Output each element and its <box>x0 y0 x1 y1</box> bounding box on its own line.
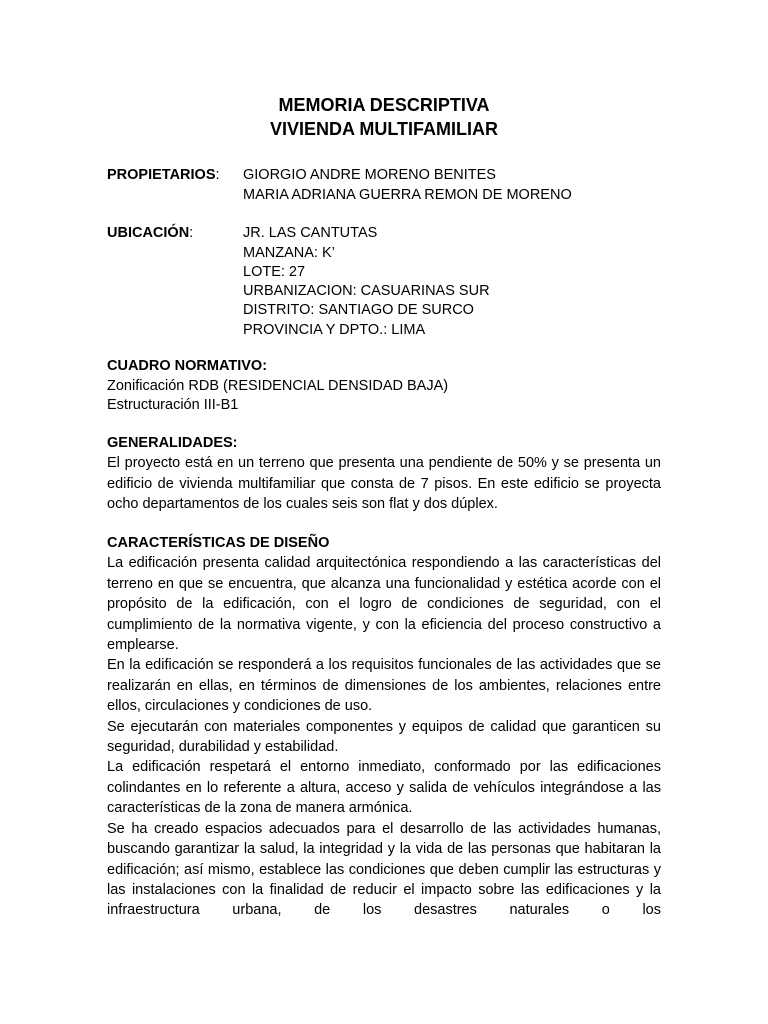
ubicacion-line: DISTRITO: SANTIAGO DE SURCO <box>243 302 474 318</box>
propietario-name: GIORGIO ANDRE MORENO BENITES <box>243 167 496 183</box>
caracteristicas-paragraph: La edificación presenta calidad arquitectónica respondiendo a las características del terreno en que se encuentra, que alcanza una funcionalidad y estética acorde con el propósito de la edificación, con el logro de condiciones de seguridad, con el cumplimiento de la normativa vigente, y con la eficiencia del proceso constructivo a emplearse. <box>107 555 661 654</box>
ubicacion-line: PROVINCIA Y DPTO.: LIMA <box>243 321 426 338</box>
caracteristicas-paragraph: En la edificación se responderá a los requisitos funcionales de las actividades que se realizarán en ellas, en términos de dimensiones de los ambientes, relaciones entre ellos, circulaciones y condiciones de uso. <box>107 657 661 715</box>
cuadro-normativo-section <box>107 357 661 416</box>
generalidades-paragraph: El proyecto está en un terreno que presenta una pendiente de 50% y se presenta un edificio de vivienda multifamiliar que consta de 7 pisos. En este edificio se proyecta ocho departamentos de los cuales seis son flat y dos dúplex. <box>107 455 661 513</box>
propietario-name: MARIA ADRIANA GUERRA REMON DE MORENO <box>243 186 572 203</box>
cuadro-normativo-line: Estructuración III-B1 <box>107 397 239 413</box>
caracteristicas-paragraph: Se ha creado espacios adecuados para el desarrollo de las actividades humanas, buscando garantizar la salud, la integridad y la vida de las personas que habitaran la edificación; así mismo, establece las condiciones que deben cumplir las estructuras y las instalaciones con la finalidad de reducir el impacto sobre las edificaciones y la infraestructura urbana, de los desastres naturales o los <box>107 820 661 919</box>
caracteristicas-section <box>107 533 661 921</box>
document-title-line-2: VIVIENDA MULTIFAMILIAR <box>270 119 498 139</box>
caracteristicas-paragraph: La edificación respetará el entorno inmediato, conformado por las edificaciones colindantes en lo referente a altura, acceso y salida de vehículos integrándose a las características de la zona de manera armónica. <box>107 759 661 817</box>
ubicacion-line: JR. LAS CANTUTAS <box>243 225 378 241</box>
caracteristicas-heading: CARACTERÍSTICAS DE DISEÑO <box>107 535 330 551</box>
ubicacion-line: URBANIZACION: CASUARINAS SUR <box>243 283 490 299</box>
caracteristicas-paragraph: Se ejecutarán con materiales componentes y equipos de calidad que garanticen su seguridad, durabilidad y estabilidad. <box>107 718 661 756</box>
generalidades-section <box>107 433 661 515</box>
cuadro-normativo-line: Zonificación RDB (RESIDENCIAL DENSIDAD BAJA) <box>107 377 449 394</box>
propietarios-label: PROPIETARIOS: <box>107 167 220 183</box>
ubicacion-line: MANZANA: K’ <box>243 244 335 261</box>
cuadro-normativo-heading: CUADRO NORMATIVO: <box>107 358 268 374</box>
generalidades-heading: GENERALIDADES: <box>107 435 238 451</box>
document-title-line-1: MEMORIA DESCRIPTIVA <box>278 95 490 115</box>
ubicacion-label: UBICACIÓN: <box>107 225 194 241</box>
ubicacion-line: LOTE: 27 <box>243 264 306 280</box>
